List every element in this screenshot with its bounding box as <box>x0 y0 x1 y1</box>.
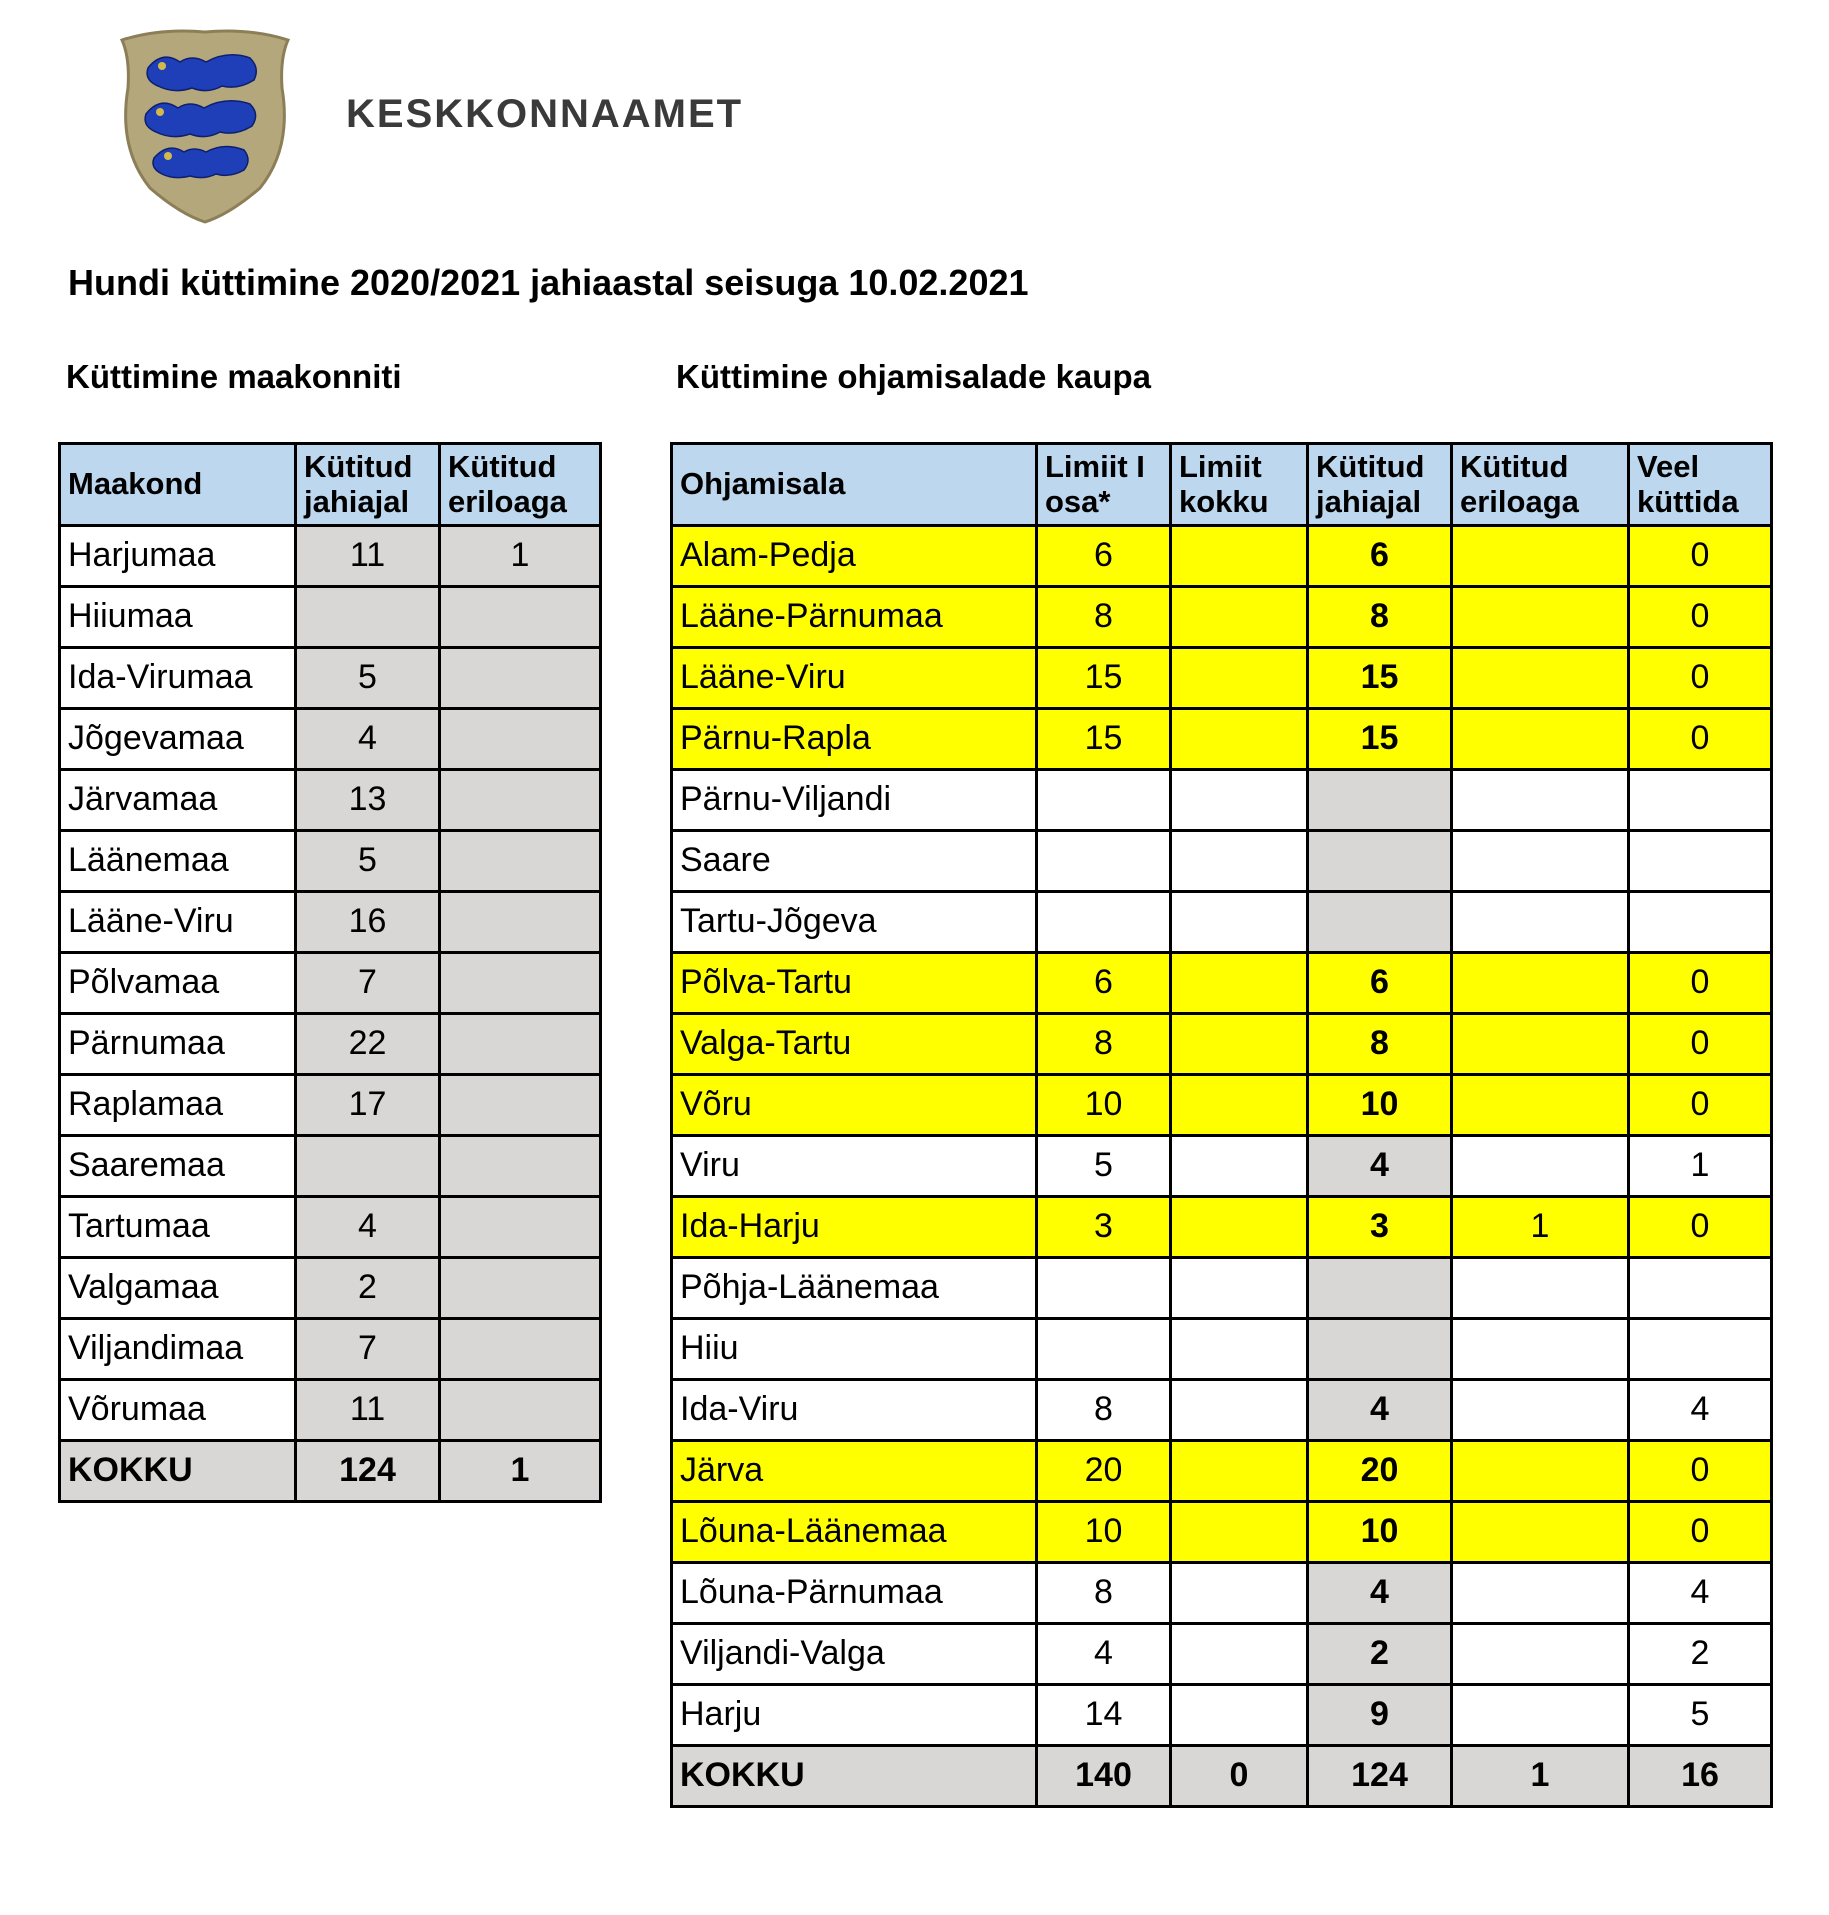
value-cell <box>1171 1441 1308 1502</box>
county-name-cell: Viljandimaa <box>60 1319 296 1380</box>
table-row <box>672 1075 1772 1136</box>
value-cell: 13 <box>296 770 440 831</box>
table-row <box>672 1380 1772 1441</box>
value-cell <box>440 953 601 1014</box>
value-cell: 10 <box>1308 1075 1452 1136</box>
table-row <box>672 1685 1772 1746</box>
value-cell: 7 <box>296 1319 440 1380</box>
area-name-cell: Võru <box>672 1075 1037 1136</box>
table-row <box>60 526 601 587</box>
col-header-maakond: Maakond <box>60 444 296 526</box>
value-cell <box>440 587 601 648</box>
table-row <box>60 770 601 831</box>
value-cell <box>1037 770 1171 831</box>
value-cell <box>1171 770 1308 831</box>
value-cell: 20 <box>1037 1441 1171 1502</box>
area-name-cell: Lääne-Viru <box>672 648 1037 709</box>
area-name-cell: Alam-Pedja <box>672 526 1037 587</box>
table-row <box>60 953 601 1014</box>
value-cell: 4 <box>1308 1563 1452 1624</box>
value-cell <box>1452 526 1629 587</box>
county-name-cell: Raplamaa <box>60 1075 296 1136</box>
table-row <box>60 1319 601 1380</box>
value-cell <box>440 892 601 953</box>
total-label-cell: KOKKU <box>60 1441 296 1502</box>
value-cell <box>1171 1075 1308 1136</box>
value-cell: 8 <box>1037 1380 1171 1441</box>
area-name-cell: Lõuna-Läänemaa <box>672 1502 1037 1563</box>
value-cell <box>1629 892 1772 953</box>
value-cell: 1 <box>1629 1136 1772 1197</box>
county-name-cell: Ida-Virumaa <box>60 648 296 709</box>
value-cell: 4 <box>1037 1624 1171 1685</box>
value-cell <box>1171 1136 1308 1197</box>
total-value-cell: 1 <box>1452 1746 1629 1807</box>
table-row <box>60 648 601 709</box>
value-cell: 8 <box>1037 1014 1171 1075</box>
county-name-cell: Järvamaa <box>60 770 296 831</box>
value-cell: 0 <box>1629 1197 1772 1258</box>
value-cell: 0 <box>1629 1014 1772 1075</box>
area-name-cell: Saare <box>672 831 1037 892</box>
area-name-cell: Pärnu-Viljandi <box>672 770 1037 831</box>
col-header-limiit-kokku: Limiit kokku <box>1171 444 1308 526</box>
col-header-kutitud-eriloaga: Kütitud eriloaga <box>440 444 601 526</box>
value-cell: 0 <box>1629 526 1772 587</box>
value-cell <box>1452 1441 1629 1502</box>
area-name-cell: Harju <box>672 1685 1037 1746</box>
value-cell <box>1171 1685 1308 1746</box>
value-cell: 16 <box>296 892 440 953</box>
area-name-cell: Põlva-Tartu <box>672 953 1037 1014</box>
value-cell <box>1629 831 1772 892</box>
value-cell <box>440 770 601 831</box>
county-name-cell: Läänemaa <box>60 831 296 892</box>
total-value-cell: 124 <box>296 1441 440 1502</box>
county-table <box>58 442 602 1503</box>
value-cell <box>1308 1258 1452 1319</box>
area-name-cell: Hiiu <box>672 1319 1037 1380</box>
total-value-cell: 16 <box>1629 1746 1772 1807</box>
area-name-cell: Valga-Tartu <box>672 1014 1037 1075</box>
value-cell <box>296 1136 440 1197</box>
organization-name: KESKKONNAAMET <box>346 92 744 136</box>
table-row <box>60 1014 601 1075</box>
table-row <box>60 709 601 770</box>
coat-of-arms-icon <box>110 28 300 224</box>
col-header-veel-kuttida: Veel küttida <box>1629 444 1772 526</box>
value-cell: 4 <box>1629 1563 1772 1624</box>
area-name-cell: Viljandi-Valga <box>672 1624 1037 1685</box>
area-name-cell: Põhja-Läänemaa <box>672 1258 1037 1319</box>
table-row <box>672 1502 1772 1563</box>
county-name-cell: Valgamaa <box>60 1258 296 1319</box>
value-cell <box>1171 587 1308 648</box>
area-name-cell: Ida-Harju <box>672 1197 1037 1258</box>
area-name-cell: Viru <box>672 1136 1037 1197</box>
value-cell <box>1629 770 1772 831</box>
value-cell <box>1452 831 1629 892</box>
value-cell: 17 <box>296 1075 440 1136</box>
col-header-kutitud-eriloaga: Kütitud eriloaga <box>1452 444 1629 526</box>
value-cell: 11 <box>296 526 440 587</box>
county-name-cell: Põlvamaa <box>60 953 296 1014</box>
table-row <box>672 587 1772 648</box>
total-value-cell: 140 <box>1037 1746 1171 1807</box>
value-cell <box>1452 587 1629 648</box>
table-row <box>60 831 601 892</box>
county-name-cell: Hiiumaa <box>60 587 296 648</box>
total-value-cell: 124 <box>1308 1746 1452 1807</box>
county-table-header <box>60 444 601 526</box>
value-cell: 5 <box>1629 1685 1772 1746</box>
value-cell <box>1452 1258 1629 1319</box>
value-cell: 0 <box>1629 953 1772 1014</box>
value-cell <box>440 1380 601 1441</box>
value-cell <box>1452 1319 1629 1380</box>
col-header-limiit-i-osa: Limiit I osa* <box>1037 444 1171 526</box>
table-row <box>672 1441 1772 1502</box>
value-cell: 6 <box>1037 953 1171 1014</box>
value-cell: 5 <box>296 831 440 892</box>
county-name-cell: Pärnumaa <box>60 1014 296 1075</box>
value-cell: 22 <box>296 1014 440 1075</box>
value-cell: 9 <box>1308 1685 1452 1746</box>
value-cell <box>1171 953 1308 1014</box>
table-row <box>60 1380 601 1441</box>
county-name-cell: Saaremaa <box>60 1136 296 1197</box>
value-cell: 2 <box>296 1258 440 1319</box>
value-cell: 1 <box>1452 1197 1629 1258</box>
table-row <box>672 892 1772 953</box>
value-cell: 0 <box>1629 1502 1772 1563</box>
page-title: Hundi küttimine 2020/2021 jahiaastal seisuga 10.02.2021 <box>68 262 1029 303</box>
value-cell <box>1452 1075 1629 1136</box>
table-row <box>60 1136 601 1197</box>
table-row <box>60 1197 601 1258</box>
value-cell <box>1308 1319 1452 1380</box>
county-name-cell: Harjumaa <box>60 526 296 587</box>
value-cell: 4 <box>296 709 440 770</box>
total-label-cell: KOKKU <box>672 1746 1037 1807</box>
value-cell <box>1171 1563 1308 1624</box>
value-cell <box>1452 648 1629 709</box>
area-table-header <box>672 444 1772 526</box>
value-cell: 0 <box>1629 587 1772 648</box>
value-cell <box>1452 1624 1629 1685</box>
value-cell <box>440 1014 601 1075</box>
value-cell: 0 <box>1629 1441 1772 1502</box>
total-row <box>672 1746 1772 1807</box>
value-cell: 10 <box>1308 1502 1452 1563</box>
value-cell <box>1308 770 1452 831</box>
value-cell: 0 <box>1629 1075 1772 1136</box>
value-cell: 14 <box>1037 1685 1171 1746</box>
value-cell: 6 <box>1037 526 1171 587</box>
value-cell <box>440 1075 601 1136</box>
table-row <box>672 831 1772 892</box>
value-cell: 5 <box>296 648 440 709</box>
value-cell <box>1452 892 1629 953</box>
col-header-kutitud-jahiajal: Kütitud jahiajal <box>1308 444 1452 526</box>
value-cell: 8 <box>1037 587 1171 648</box>
value-cell <box>1629 1319 1772 1380</box>
value-cell <box>1171 1624 1308 1685</box>
value-cell <box>1037 892 1171 953</box>
area-name-cell: Pärnu-Rapla <box>672 709 1037 770</box>
value-cell <box>1171 1258 1308 1319</box>
total-value-cell: 1 <box>440 1441 601 1502</box>
table-row <box>672 1136 1772 1197</box>
value-cell <box>1308 892 1452 953</box>
value-cell <box>1037 1258 1171 1319</box>
value-cell <box>1452 1502 1629 1563</box>
value-cell <box>1171 1197 1308 1258</box>
value-cell <box>1171 648 1308 709</box>
county-name-cell: Võrumaa <box>60 1380 296 1441</box>
value-cell <box>1629 1258 1772 1319</box>
total-row <box>60 1441 601 1502</box>
col-header-ohjamisala: Ohjamisala <box>672 444 1037 526</box>
value-cell <box>1171 526 1308 587</box>
table-row <box>672 709 1772 770</box>
value-cell: 6 <box>1308 526 1452 587</box>
value-cell: 8 <box>1308 1014 1452 1075</box>
value-cell: 15 <box>1037 709 1171 770</box>
value-cell: 15 <box>1037 648 1171 709</box>
table-row <box>60 587 601 648</box>
value-cell <box>1452 1685 1629 1746</box>
value-cell <box>1171 1502 1308 1563</box>
value-cell <box>1037 1319 1171 1380</box>
value-cell <box>1452 1136 1629 1197</box>
value-cell: 4 <box>1308 1136 1452 1197</box>
area-name-cell: Ida-Viru <box>672 1380 1037 1441</box>
total-value-cell: 0 <box>1171 1746 1308 1807</box>
value-cell <box>1452 1380 1629 1441</box>
value-cell <box>1171 831 1308 892</box>
table-row <box>672 648 1772 709</box>
table-row <box>672 1624 1772 1685</box>
value-cell <box>1171 1380 1308 1441</box>
value-cell: 4 <box>1629 1380 1772 1441</box>
value-cell <box>440 1136 601 1197</box>
area-table-caption: Küttimine ohjamisalade kaupa <box>676 358 1151 395</box>
value-cell <box>1452 953 1629 1014</box>
value-cell <box>440 1258 601 1319</box>
value-cell <box>440 1197 601 1258</box>
value-cell <box>296 587 440 648</box>
value-cell <box>1308 831 1452 892</box>
value-cell <box>440 1319 601 1380</box>
value-cell: 5 <box>1037 1136 1171 1197</box>
value-cell <box>1171 1014 1308 1075</box>
table-row <box>60 1075 601 1136</box>
value-cell: 15 <box>1308 709 1452 770</box>
table-row <box>672 1197 1772 1258</box>
table-row <box>672 526 1772 587</box>
area-table <box>670 442 1773 1808</box>
value-cell: 8 <box>1037 1563 1171 1624</box>
value-cell: 11 <box>296 1380 440 1441</box>
value-cell <box>1171 1319 1308 1380</box>
area-name-cell: Lõuna-Pärnumaa <box>672 1563 1037 1624</box>
value-cell: 4 <box>1308 1380 1452 1441</box>
table-row <box>60 1258 601 1319</box>
value-cell: 4 <box>296 1197 440 1258</box>
value-cell: 3 <box>1308 1197 1452 1258</box>
value-cell: 6 <box>1308 953 1452 1014</box>
area-name-cell: Lääne-Pärnumaa <box>672 587 1037 648</box>
county-name-cell: Tartumaa <box>60 1197 296 1258</box>
county-name-cell: Lääne-Viru <box>60 892 296 953</box>
table-row <box>672 770 1772 831</box>
value-cell <box>1171 892 1308 953</box>
value-cell <box>440 709 601 770</box>
value-cell <box>1171 709 1308 770</box>
value-cell: 7 <box>296 953 440 1014</box>
value-cell: 20 <box>1308 1441 1452 1502</box>
table-row <box>672 1014 1772 1075</box>
value-cell: 2 <box>1629 1624 1772 1685</box>
area-name-cell: Tartu-Jõgeva <box>672 892 1037 953</box>
col-header-kutitud-jahiajal: Kütitud jahiajal <box>296 444 440 526</box>
value-cell <box>440 648 601 709</box>
value-cell <box>1452 1563 1629 1624</box>
value-cell <box>1452 1014 1629 1075</box>
value-cell <box>1452 770 1629 831</box>
value-cell: 0 <box>1629 648 1772 709</box>
value-cell: 10 <box>1037 1075 1171 1136</box>
value-cell <box>1452 709 1629 770</box>
area-name-cell: Järva <box>672 1441 1037 1502</box>
table-row <box>672 1258 1772 1319</box>
value-cell: 3 <box>1037 1197 1171 1258</box>
table-row <box>60 892 601 953</box>
value-cell: 10 <box>1037 1502 1171 1563</box>
table-row <box>672 953 1772 1014</box>
value-cell <box>440 831 601 892</box>
value-cell: 1 <box>440 526 601 587</box>
value-cell: 2 <box>1308 1624 1452 1685</box>
value-cell: 0 <box>1629 709 1772 770</box>
value-cell: 8 <box>1308 587 1452 648</box>
county-name-cell: Jõgevamaa <box>60 709 296 770</box>
county-table-caption: Küttimine maakonniti <box>66 358 402 395</box>
value-cell <box>1037 831 1171 892</box>
table-row <box>672 1319 1772 1380</box>
table-row <box>672 1563 1772 1624</box>
value-cell: 15 <box>1308 648 1452 709</box>
